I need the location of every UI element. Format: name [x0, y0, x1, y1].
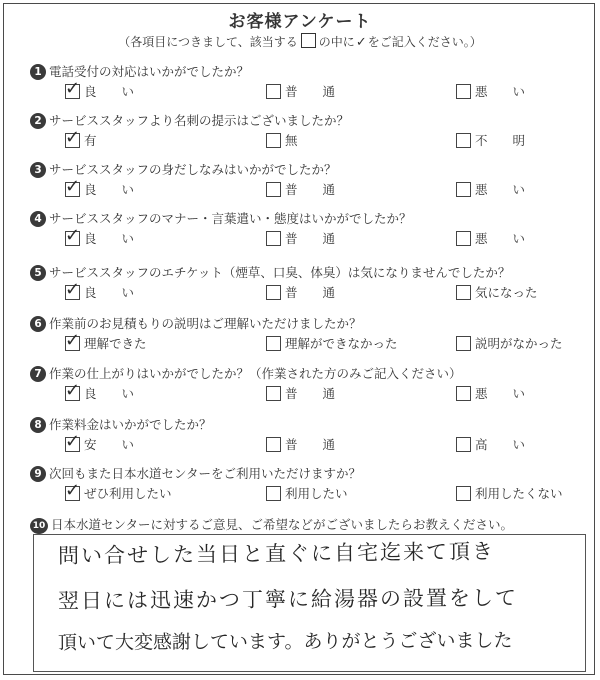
question-5-option-1[interactable]: [65, 279, 135, 301]
checkbox-icon[interactable]: [456, 285, 471, 300]
question-1-option-2[interactable]: [266, 82, 335, 100]
checkmark-icon: ✓: [65, 127, 81, 148]
question-3-option-2[interactable]: [266, 180, 335, 198]
question-7-option-3[interactable]: [456, 384, 525, 402]
question-number-7: 7: [30, 366, 46, 382]
question-8: [30, 415, 212, 433]
checkbox-icon[interactable]: [266, 336, 281, 351]
checkbox-icon[interactable]: [65, 176, 81, 197]
question-number-5: 5: [30, 265, 46, 281]
question-5-text: サービススタッフのエチケット（煙草、口臭、体臭）は気になりませんでしたか？: [49, 265, 511, 280]
option-label: 理解できた: [84, 336, 147, 351]
handwritten-answer-line-3: 頂いて大変感謝しています。ありがとうございました: [57, 629, 513, 654]
question-5-option-3[interactable]: [456, 283, 538, 301]
checkmark-icon: ✓: [65, 431, 81, 452]
option-label: 利用したくない: [475, 486, 563, 501]
question-7: [30, 364, 462, 382]
checkmark-icon: ✓: [65, 480, 81, 501]
checkmark-sample-icon: ✓: [355, 35, 367, 50]
question-4-option-3[interactable]: [456, 229, 525, 247]
checkbox-icon[interactable]: [266, 437, 281, 452]
checkbox-icon[interactable]: [65, 225, 81, 246]
question-2-option-1[interactable]: [65, 127, 97, 149]
checkbox-icon[interactable]: [266, 386, 281, 401]
question-7-text: 作業の仕上がりはいかがでしたか？（作業された方のみご記入ください）: [49, 366, 462, 381]
option-label: 良 い: [84, 84, 135, 99]
question-6-option-2[interactable]: [266, 334, 398, 352]
question-6-option-3[interactable]: [456, 334, 563, 352]
option-label: 安 い: [84, 437, 135, 452]
option-label: 理解ができなかった: [285, 336, 398, 351]
checkmark-icon: ✓: [65, 225, 81, 246]
option-label: 普 通: [285, 182, 336, 197]
question-4: [30, 209, 412, 227]
checkbox-icon[interactable]: [65, 431, 81, 452]
checkbox-icon[interactable]: [456, 231, 471, 246]
option-label: 普 通: [285, 285, 336, 300]
question-number-4: 4: [30, 211, 46, 227]
option-label: 良 い: [84, 231, 135, 246]
checkbox-icon[interactable]: [65, 279, 81, 300]
option-label: 無: [285, 133, 298, 148]
option-label: 利用したい: [285, 486, 348, 501]
checkbox-icon[interactable]: [456, 133, 471, 148]
checkbox-icon[interactable]: [266, 133, 281, 148]
question-10: [30, 515, 513, 534]
question-9-text: 次回もまた日本水道センターをご利用いただけますか？: [49, 466, 362, 481]
question-6-option-1[interactable]: [65, 330, 147, 352]
checkbox-icon[interactable]: [266, 486, 281, 501]
checkbox-icon[interactable]: [65, 480, 81, 501]
question-1: [30, 62, 249, 80]
checkbox-icon[interactable]: [266, 84, 281, 99]
option-label: 良 い: [84, 182, 135, 197]
question-number-3: 3: [30, 162, 46, 178]
question-3-text: サービススタッフの身だしなみはいかがでしたか？: [49, 162, 337, 177]
option-label: 良 い: [84, 285, 135, 300]
question-1-option-1[interactable]: [65, 78, 135, 100]
checkbox-icon[interactable]: [456, 84, 471, 99]
question-9-option-1[interactable]: [65, 480, 172, 502]
option-label: 有: [84, 133, 97, 148]
question-3-option-3[interactable]: [456, 180, 525, 198]
question-number-1: 1: [30, 64, 46, 80]
question-number-9: 9: [30, 466, 46, 482]
question-2-text: サービススタッフより名刺の提示はございましたか？: [49, 113, 350, 128]
handwritten-answer-line-1: 問い合せした当日と直ぐに自宅迄来て頂き: [57, 539, 496, 568]
option-label: 気になった: [475, 285, 538, 300]
question-5: [30, 263, 510, 281]
checkbox-icon[interactable]: [456, 486, 471, 501]
question-number-10: 10: [30, 518, 48, 534]
checkbox-icon[interactable]: [456, 437, 471, 452]
checkbox-icon[interactable]: [266, 231, 281, 246]
question-9-option-2[interactable]: [266, 484, 348, 502]
option-label: 普 通: [285, 231, 336, 246]
handwritten-answer-line-2: 翌日には迅速かつ丁寧に給湯器の設置をして: [57, 585, 519, 613]
checkbox-icon[interactable]: [456, 386, 471, 401]
question-1-option-3[interactable]: [456, 82, 525, 100]
checkbox-icon[interactable]: [266, 182, 281, 197]
checkbox-icon[interactable]: [456, 336, 471, 351]
checkbox-icon[interactable]: [65, 78, 81, 99]
checkbox-icon[interactable]: [65, 127, 81, 148]
question-2-option-3[interactable]: [456, 131, 525, 149]
question-number-2: 2: [30, 113, 46, 129]
instruction-text-mid: の中に: [318, 35, 355, 49]
checkbox-icon[interactable]: [456, 182, 471, 197]
option-label: 悪 い: [475, 386, 526, 401]
option-label: 普 通: [285, 386, 336, 401]
checkmark-icon: ✓: [65, 78, 81, 99]
option-label: 不 明: [475, 133, 526, 148]
question-8-option-1[interactable]: [65, 431, 135, 453]
instruction-text-before: （各項目につきまして、該当する: [118, 35, 298, 49]
question-4-option-1[interactable]: [65, 225, 135, 247]
option-label: 良 い: [84, 386, 135, 401]
option-label: 説明がなかった: [475, 336, 563, 351]
form-title: お客様アンケート: [228, 12, 372, 32]
checkmark-icon: ✓: [65, 380, 81, 401]
instruction-text-after: をご記入ください。）: [367, 35, 482, 49]
question-6-text: 作業前のお見積もりの説明はご理解いただけましたか？: [49, 316, 362, 331]
question-3-option-1[interactable]: [65, 176, 135, 198]
question-number-8: 8: [30, 417, 46, 433]
question-4-text: サービススタッフのマナー・言葉遣い・態度はいかがでしたか？: [49, 211, 412, 226]
checkmark-icon: ✓: [65, 330, 81, 351]
question-5-option-2[interactable]: [266, 283, 335, 301]
question-7-option-1[interactable]: [65, 380, 135, 402]
checkbox-sample-icon: [301, 33, 316, 48]
checkbox-icon[interactable]: [65, 380, 81, 401]
question-2-option-2[interactable]: [266, 131, 298, 149]
checkmark-icon: ✓: [65, 176, 81, 197]
form-instruction: [0, 33, 600, 50]
option-label: 悪 い: [475, 182, 526, 197]
checkbox-icon[interactable]: [65, 330, 81, 351]
question-1-text: 電話受付の対応はいかがでしたか？: [49, 64, 250, 79]
question-9-option-3[interactable]: [456, 484, 563, 502]
question-7-option-2[interactable]: [266, 384, 335, 402]
option-label: 悪 い: [475, 84, 526, 99]
question-number-6: 6: [30, 316, 46, 332]
question-8-option-2[interactable]: [266, 435, 335, 453]
checkbox-icon[interactable]: [266, 285, 281, 300]
question-10-text: 日本水道センターに対するご意見、ご希望などがございましたらお教えください。: [51, 517, 514, 532]
question-8-option-3[interactable]: [456, 435, 525, 453]
option-label: 普 通: [285, 437, 336, 452]
option-label: ぜひ利用したい: [84, 486, 172, 501]
option-label: 悪 い: [475, 231, 526, 246]
option-label: 高 い: [475, 437, 526, 452]
option-label: 普 通: [285, 84, 336, 99]
checkmark-icon: ✓: [65, 279, 81, 300]
question-4-option-2[interactable]: [266, 229, 335, 247]
question-8-text: 作業料金はいかがでしたか？: [49, 417, 212, 432]
